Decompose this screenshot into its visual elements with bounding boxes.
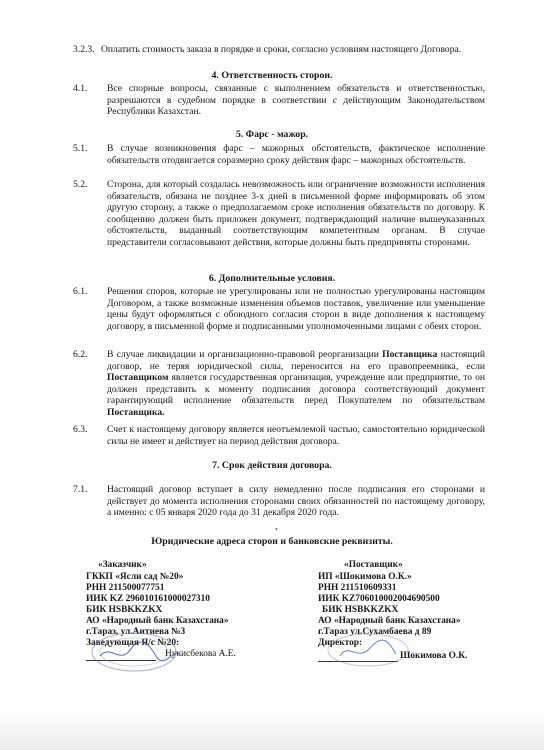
clause-number: 4.1. xyxy=(73,83,88,94)
text-fragment: является государственная организация, учреждение или предприятие, то он должен представить к моменту подписания договора соответствующий документ гарантирующий исполнение обязательств перед Покупателем по обязательствам xyxy=(107,372,485,407)
bold-term: Поставщиком xyxy=(107,372,169,384)
customer-stamp xyxy=(82,626,192,674)
clause-number: 6.2. xyxy=(73,349,88,360)
stray-mark: • xyxy=(275,525,278,534)
clause-number: 5.1. xyxy=(73,143,88,154)
page-bottom-shadow xyxy=(0,712,544,750)
bold-term: Поставщика. xyxy=(107,406,165,418)
supplier-line: БИК HSBKKZKX xyxy=(322,605,399,615)
supplier-line: АО «Народный банк Казахстана» xyxy=(318,616,461,626)
supplier-line: г.Тараз ул.Сухамбаева д 89 xyxy=(318,627,432,637)
clause-number: 6.1. xyxy=(73,286,88,297)
customer-heading: «Заказчик» xyxy=(98,560,147,570)
clause-number: 5.2. xyxy=(73,179,88,190)
customer-line: РНН 211500077751 xyxy=(86,583,165,593)
requisites-title: Юридические адреса сторон и банковские реквизиты. xyxy=(151,536,393,547)
supplier-heading: «Поставщик» xyxy=(344,560,403,570)
clause-text: Счет к настоящему договору является неотъемлемой частью, самостоятельно юридической силы не имеет и действует на период действия договора. xyxy=(107,424,485,447)
supplier-line: РНН 211510609331 xyxy=(318,583,397,593)
customer-line: АО «Народный банк Казахстана» xyxy=(86,616,229,626)
text-fragment: настоящий договор, не теряя юридической силы, переносится на его правопреемника, если xyxy=(107,349,485,372)
section-title: 4. Ответственность сторон. xyxy=(211,70,333,81)
customer-signer-name-text: Нукисбекова А.Е. xyxy=(165,649,236,659)
bold-term: Поставщика xyxy=(382,349,438,360)
supplier-signer-label: Директор: xyxy=(318,638,363,648)
clause-number: 6.3. xyxy=(73,424,88,435)
clause-text: Настоящий договор вступает в силу немедленно после подписания его сторонами и действует до момента исполнения сторонами своих обязанностей по настоящему договору, а именно: с 05 января 2020 года до 31 декабря 2020 года. xyxy=(107,484,485,519)
supplier-line: ИП «Шокимова О.К.» xyxy=(318,572,412,582)
clause-text: Оплатить стоимость заказа в порядке и сроки, согласно условиям настоящего Договора. xyxy=(101,44,462,55)
supplier-stamp xyxy=(318,628,428,670)
clause-text: В случае возникновения фарс – мажорных обстоятельств, фактическое исполнение обязательств отодвигается соразмерно сроку действия фарс – мажорных обстоятельств. xyxy=(107,143,485,166)
customer-line: ИИК KZ 296010161000027310 xyxy=(86,594,210,604)
clause-text: Решения споров, которые не урегулированы или не полностью урегулированы настоящим Договором, а также возможные изменения объемов поставок, увеличение или уменьшение цены будут оформляться с обоюдного согласия сторон в виде дополнения к настоящему договору, в письменной форме и подписанными уполномоченными лицами с обеих сторон. xyxy=(107,286,485,332)
clause-text: Сторона, для который создалась невозможность или ограничение возможности исполнения обязательств, обязана не позднее 3-х дней в письменной форме информировать об этом другую сторону, а также о предполагаемом сроке исполнения обязательств по договору. К сообщению должен быть приложен документ, подтверждающий наличие вышеуказанных обстоятельств, выданный соответствующим компетентным органам. В случае представители согласовывают действия, которые должны быть предприняты сторонами. xyxy=(107,179,485,248)
clause-text-rich xyxy=(107,349,485,419)
customer-line: ГККП «Ясли сад №20» xyxy=(86,572,184,582)
section-title: 6. Дополнительные условия. xyxy=(208,273,336,284)
text-fragment: В случае ликвидации и организационно-правовой реорганизации xyxy=(107,349,383,360)
clause-text: Все спорные вопросы, связанные с выполнением обязательств и ответственностью, разрешаются в судебном порядке в соответствии с действующим Законодательством Республики Казахстан. xyxy=(107,83,485,118)
section-title: 7. Срок действия договора. xyxy=(212,460,332,471)
section-title: 5. Фарс - мажор. xyxy=(235,129,309,140)
clause-number: 3.2.3. xyxy=(73,44,95,55)
customer-line: г.Тараз, ул.Аитиева №3 xyxy=(86,627,186,637)
clause-number: 7.1. xyxy=(73,484,88,495)
customer-signer-label: Заведующая Я/с №20: xyxy=(86,638,180,648)
supplier-line: ИИК KZ706010002004690500 xyxy=(318,594,440,604)
supplier-signer-name: Шокимова О.К. xyxy=(400,651,468,661)
customer-line: БИК HSBKKZKX xyxy=(86,605,163,615)
